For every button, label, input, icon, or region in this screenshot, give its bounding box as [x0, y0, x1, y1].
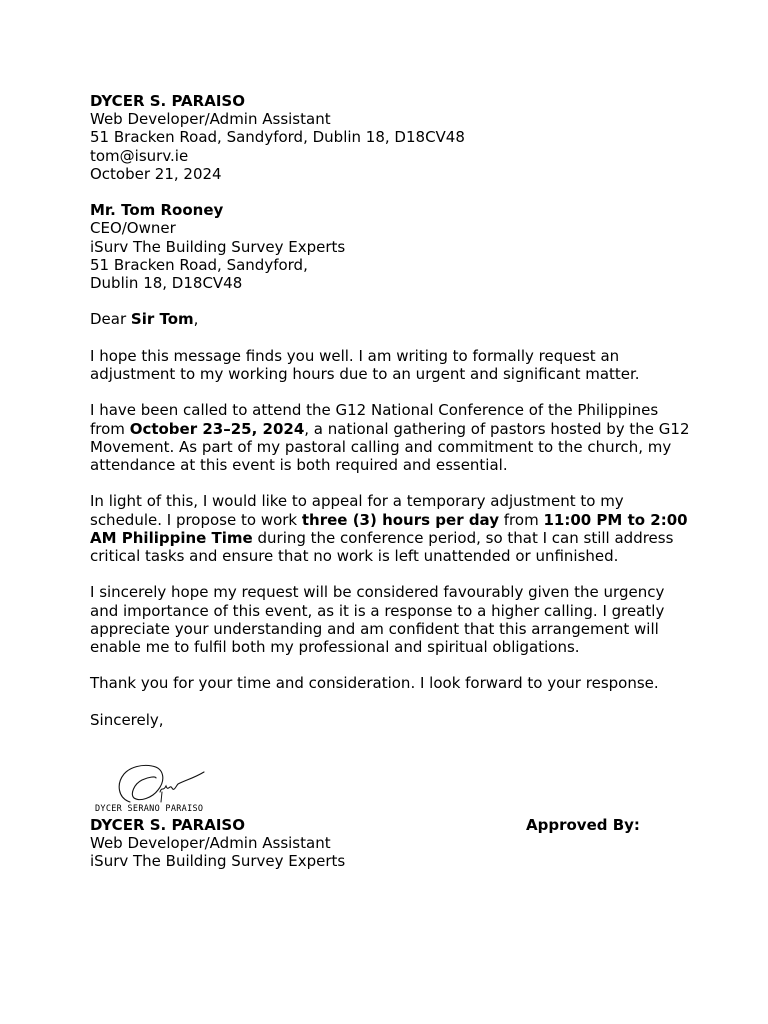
paragraph-schedule-text-b: from	[499, 510, 544, 529]
sender-name: DYCER S. PARAISO	[90, 92, 245, 110]
proposed-time: 11:00 PM to 2:00 AM Philippine Time	[90, 510, 688, 547]
paragraph-intro	[90, 347, 690, 383]
salutation-suffix: ,	[193, 310, 199, 329]
proposed-hours: three (3) hours per day	[301, 510, 499, 529]
paragraph-schedule-text-c: during the conference period, so that I can still address critical tasks and ensure that no work is left unattended or unfinished.	[90, 528, 674, 565]
paragraph-conference-text-a: I have been called to attend the G12 National Conference of the Philippines from	[90, 401, 659, 438]
recipient-company: iSurv The Building Survey Experts	[90, 237, 346, 256]
letter-date: October 21, 2024	[90, 164, 222, 183]
signature-caption: DYCER SERANO PARAISO	[95, 804, 204, 814]
signatory-title: Web Developer/Admin Assistant	[90, 834, 331, 853]
paragraph-thanks-text: Thank you for your time and consideration. I look forward to your response.	[90, 674, 659, 693]
sender-block	[90, 92, 690, 183]
paragraph-schedule	[90, 492, 690, 565]
recipient-name: Mr. Tom Rooney	[90, 201, 224, 220]
paragraph-conference	[90, 401, 690, 474]
sender-title: Web Developer/Admin Assistant	[90, 110, 331, 129]
signatory-name: DYCER S. PARAISO	[90, 816, 245, 834]
paragraph-intro-text: I hope this message finds you well. I am writing to formally request an adjustment to my working hours due to an urgent and significant matter.	[90, 346, 640, 383]
signature-scribble-icon	[90, 762, 240, 806]
signatory-company: iSurv The Building Survey Experts	[90, 852, 346, 871]
salutation-prefix: Dear	[90, 310, 131, 329]
recipient-block	[90, 201, 690, 292]
letter	[90, 92, 690, 729]
paragraph-appeal-text: I sincerely hope my request will be considered favourably given the urgency and importance of this event, as it is a response to a higher calling. I greatly appreciate your understanding and am confident that this arrangement will enable me to fulfil both my professional and spiritual obligations.	[90, 583, 665, 656]
sender-address: 51 Bracken Road, Sandyford, Dublin 18, D18CV48	[90, 128, 465, 147]
salutation-name: Sir Tom	[130, 310, 194, 329]
conference-dates: October 23–25, 2024	[129, 419, 305, 438]
approved-by-label: Approved By:	[526, 816, 640, 834]
recipient-title: CEO/Owner	[90, 219, 176, 238]
valediction: Sincerely,	[90, 710, 164, 729]
recipient-address-line1: 51 Bracken Road, Sandyford,	[90, 255, 308, 274]
sender-email: tom@isurv.ie	[90, 146, 189, 165]
paragraph-thanks	[90, 674, 690, 692]
salutation	[90, 310, 690, 328]
paragraph-schedule-text-a: In light of this, I would like to appeal for a temporary adjustment to my schedule. I propose to work	[90, 492, 624, 529]
paragraph-conference-text-b: , a national gathering of pastors hosted by the G12 Movement. As part of my pastoral calling and commitment to the church, my attendance at this event is both required and essential.	[90, 419, 690, 474]
paragraph-appeal	[90, 583, 690, 656]
recipient-address-line2: Dublin 18, D18CV48	[90, 274, 243, 293]
signature	[90, 762, 240, 820]
